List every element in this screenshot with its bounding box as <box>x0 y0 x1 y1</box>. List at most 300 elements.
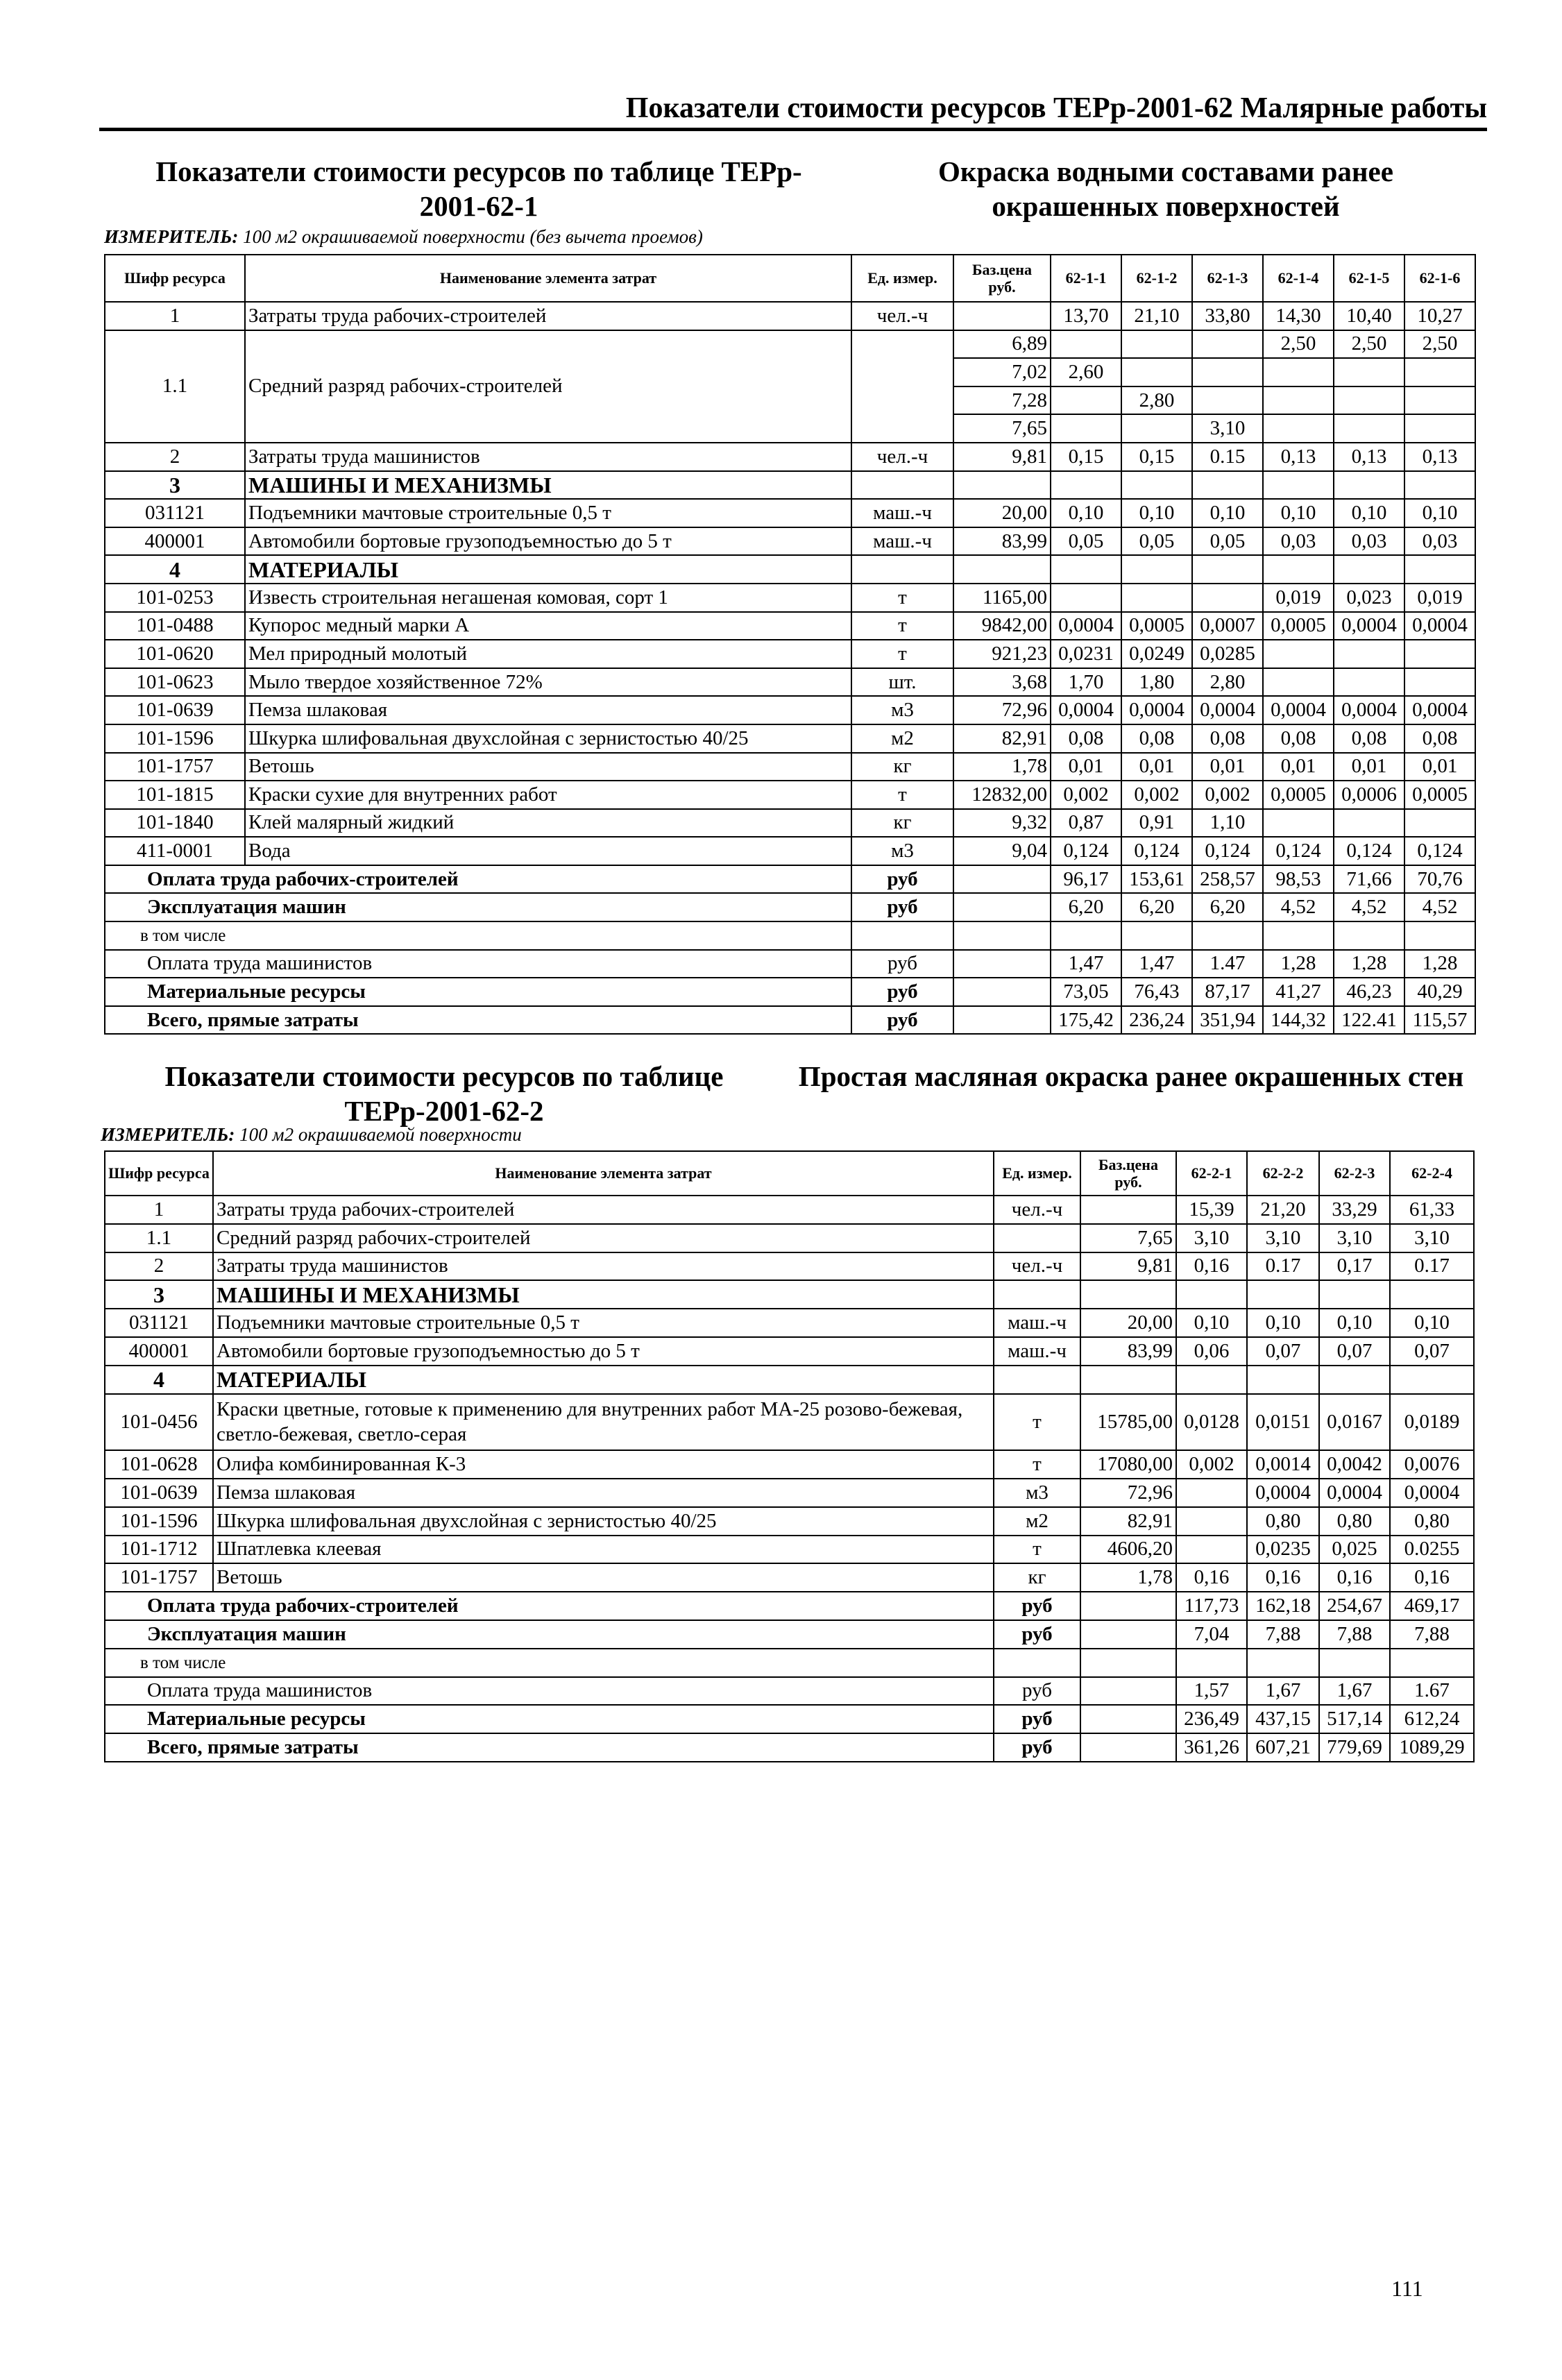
resource-name: Краски сухие для внутренних работ <box>245 781 851 809</box>
summary-label: Оплата труда машинистов <box>105 1677 994 1706</box>
value-cell: 7,88 <box>1319 1620 1390 1649</box>
value-cell <box>1176 1479 1247 1507</box>
value-cell: 3,10 <box>1176 1224 1247 1252</box>
column-header: Шифр ресурса <box>105 1151 213 1196</box>
value-cell: 117,73 <box>1176 1592 1247 1620</box>
unit: кг <box>851 753 953 781</box>
value-cell: 0,002 <box>1176 1450 1247 1479</box>
value-cell: 0,08 <box>1121 724 1192 753</box>
value-cell: 0.17 <box>1247 1252 1319 1281</box>
value-cell: 351,94 <box>1192 1006 1263 1035</box>
base-price: 7,28 <box>953 386 1051 415</box>
resource-code: 2 <box>105 443 245 471</box>
table-row <box>105 837 1475 865</box>
unit: маш.-ч <box>851 499 953 527</box>
value-cell: 6,20 <box>1051 893 1121 921</box>
value-cell: 46,23 <box>1334 978 1404 1006</box>
value-cell: 61,33 <box>1390 1196 1474 1224</box>
value-cell: 153,61 <box>1121 865 1192 894</box>
value-cell: 0,0042 <box>1319 1450 1390 1479</box>
base-price: 9,81 <box>1080 1252 1176 1281</box>
value-cell: 2,80 <box>1192 668 1263 697</box>
resource-code: 101-0488 <box>105 612 245 640</box>
resource-code: 4 <box>105 1366 213 1394</box>
column-header: Ед. измер. <box>851 255 953 302</box>
empty-cell <box>994 1280 1080 1309</box>
value-cell <box>1404 358 1475 386</box>
resource-name: Автомобили бортовые грузоподъемностью до 5 т <box>213 1337 994 1366</box>
value-cell: 1,28 <box>1263 950 1334 978</box>
table-row <box>105 809 1475 838</box>
value-cell: 0,07 <box>1247 1337 1319 1366</box>
value-cell <box>1404 668 1475 697</box>
unit: чел.-ч <box>994 1252 1080 1281</box>
value-cell: 2,50 <box>1334 330 1404 359</box>
value-cell: 4,52 <box>1404 893 1475 921</box>
table-row <box>105 1536 1474 1564</box>
table1 <box>104 254 1476 1035</box>
empty-cell <box>1192 555 1263 584</box>
value-cell <box>1404 414 1475 443</box>
value-cell: 0,124 <box>1121 837 1192 865</box>
value-cell: 0.0255 <box>1390 1536 1474 1564</box>
summary-row <box>105 1733 1474 1762</box>
table2-subtitle-line1: Простая масляная окраска ранее окрашенных стен <box>798 1060 1464 1092</box>
value-cell: 2,50 <box>1404 330 1475 359</box>
base-price: 20,00 <box>953 499 1051 527</box>
value-cell: 0,10 <box>1334 499 1404 527</box>
unit: руб <box>851 1006 953 1035</box>
summary-row <box>105 1620 1474 1649</box>
value-cell: 6,20 <box>1192 893 1263 921</box>
resource-name: Мел природный молотый <box>245 640 851 668</box>
table-row <box>105 584 1475 612</box>
summary-label: Оплата труда рабочих-строителей <box>105 1592 994 1620</box>
resource-code: 101-0639 <box>105 1479 213 1507</box>
base-price: 82,91 <box>953 724 1051 753</box>
empty-cell <box>1404 471 1475 500</box>
resource-name: Клей малярный жидкий <box>245 809 851 838</box>
value-cell: 0,13 <box>1334 443 1404 471</box>
table-row <box>105 1394 1474 1451</box>
summary-row <box>105 1677 1474 1706</box>
value-cell <box>1121 584 1192 612</box>
value-cell: 0,0189 <box>1390 1394 1474 1451</box>
resource-code: 101-0628 <box>105 1450 213 1479</box>
resource-name: Затраты труда машинистов <box>245 443 851 471</box>
base-price <box>1080 1677 1176 1706</box>
resource-name: Подъемники мачтовые строительные 0,5 т <box>213 1309 994 1337</box>
value-cell: 7,04 <box>1176 1620 1247 1649</box>
unit: чел.-ч <box>851 443 953 471</box>
value-cell: 0,10 <box>1404 499 1475 527</box>
empty-cell <box>1334 555 1404 584</box>
value-cell: 0,10 <box>1390 1309 1474 1337</box>
value-cell: 0,15 <box>1121 443 1192 471</box>
unit: маш.-ч <box>851 527 953 556</box>
column-header-code: 62-1-4 <box>1263 255 1334 302</box>
value-cell: 0,002 <box>1192 781 1263 809</box>
value-cell: 0,05 <box>1121 527 1192 556</box>
value-cell: 1,57 <box>1176 1677 1247 1706</box>
resource-code: 101-1815 <box>105 781 245 809</box>
unit <box>851 330 953 443</box>
resource-name: Вода <box>245 837 851 865</box>
value-cell: 437,15 <box>1247 1705 1319 1733</box>
resource-name: Ветошь <box>245 753 851 781</box>
empty-cell <box>1334 471 1404 500</box>
summary-label: в том числе <box>105 1649 994 1677</box>
value-cell: 0,019 <box>1404 584 1475 612</box>
summary-row <box>105 921 1475 950</box>
table1-measure-label: ИЗМЕРИТЕЛЬ: <box>104 226 239 247</box>
table1-title <box>104 154 854 223</box>
value-cell: 0,10 <box>1051 499 1121 527</box>
value-cell: 4,52 <box>1263 893 1334 921</box>
value-cell: 258,57 <box>1192 865 1263 894</box>
value-cell: 0,124 <box>1334 837 1404 865</box>
value-cell: 0,10 <box>1192 499 1263 527</box>
empty-cell <box>1390 1366 1474 1394</box>
base-price: 3,68 <box>953 668 1051 697</box>
table1-title-line2: 2001-62-1 <box>419 190 538 222</box>
value-cell <box>1176 1649 1247 1677</box>
empty-cell <box>1121 471 1192 500</box>
empty-cell <box>1080 1366 1176 1394</box>
value-cell <box>1121 921 1192 950</box>
value-cell: 0,16 <box>1319 1563 1390 1592</box>
unit: т <box>851 584 953 612</box>
unit: руб <box>994 1733 1080 1762</box>
value-cell <box>1121 358 1192 386</box>
value-cell: 1.47 <box>1192 950 1263 978</box>
unit: м3 <box>994 1479 1080 1507</box>
value-cell: 15,39 <box>1176 1196 1247 1224</box>
value-cell: 0,91 <box>1121 809 1192 838</box>
value-cell: 0,01 <box>1121 753 1192 781</box>
summary-row <box>105 1649 1474 1677</box>
resource-code: 031121 <box>105 1309 213 1337</box>
value-cell <box>1334 809 1404 838</box>
value-cell: 236,49 <box>1176 1705 1247 1733</box>
value-cell: 607,21 <box>1247 1733 1319 1762</box>
resource-code: 4 <box>105 555 245 584</box>
value-cell: 0,0004 <box>1334 612 1404 640</box>
unit: т <box>851 640 953 668</box>
column-header-code: 62-2-4 <box>1390 1151 1474 1196</box>
base-price <box>953 865 1051 894</box>
resource-name: Шкурка шлифовальная двухслойная с зернистостью 40/25 <box>213 1507 994 1536</box>
base-price <box>953 950 1051 978</box>
base-price: 7,02 <box>953 358 1051 386</box>
base-price: 72,96 <box>1080 1479 1176 1507</box>
value-cell: 0,01 <box>1404 753 1475 781</box>
value-cell: 0,03 <box>1404 527 1475 556</box>
value-cell: 1,80 <box>1121 668 1192 697</box>
value-cell: 0,07 <box>1319 1337 1390 1366</box>
value-cell <box>1263 386 1334 415</box>
value-cell: 0,002 <box>1051 781 1121 809</box>
base-price <box>1080 1592 1176 1620</box>
resource-code: 101-0639 <box>105 696 245 724</box>
base-price: 9,04 <box>953 837 1051 865</box>
value-cell: 1,10 <box>1192 809 1263 838</box>
unit: чел.-ч <box>851 302 953 330</box>
empty-cell <box>1247 1280 1319 1309</box>
table2-title <box>104 1059 784 1128</box>
value-cell: 0,01 <box>1334 753 1404 781</box>
value-cell: 0,019 <box>1263 584 1334 612</box>
value-cell: 0,10 <box>1176 1309 1247 1337</box>
unit: руб <box>851 978 953 1006</box>
value-cell: 0,08 <box>1192 724 1263 753</box>
value-cell: 0,10 <box>1263 499 1334 527</box>
value-cell: 21,20 <box>1247 1196 1319 1224</box>
value-cell <box>1247 1649 1319 1677</box>
value-cell: 2,50 <box>1263 330 1334 359</box>
base-price: 83,99 <box>953 527 1051 556</box>
section-title: МАТЕРИАЛЫ <box>213 1366 994 1394</box>
header-rule <box>99 128 1487 131</box>
column-header: Шифр ресурса <box>105 255 245 302</box>
section-row <box>105 1366 1474 1394</box>
value-cell: 1,70 <box>1051 668 1121 697</box>
value-cell <box>1192 921 1263 950</box>
summary-row <box>105 1705 1474 1733</box>
value-cell: 0,0004 <box>1121 696 1192 724</box>
column-header-code: 62-1-1 <box>1051 255 1121 302</box>
resource-code: 101-0456 <box>105 1394 213 1451</box>
empty-cell <box>1263 555 1334 584</box>
table-row <box>105 1196 1474 1224</box>
value-cell <box>1263 640 1334 668</box>
value-cell: 0,0005 <box>1263 612 1334 640</box>
empty-cell <box>1051 555 1121 584</box>
table2-title-line2: ТЕРр-2001-62-2 <box>344 1095 544 1127</box>
unit: кг <box>994 1563 1080 1592</box>
table1-subtitle-line1: Окраска водными составами ранее <box>938 155 1393 187</box>
value-cell: 70,76 <box>1404 865 1475 894</box>
empty-cell <box>1404 555 1475 584</box>
resource-code: 101-0253 <box>105 584 245 612</box>
value-cell <box>1263 414 1334 443</box>
table-row <box>105 1309 1474 1337</box>
resource-name: Известь строительная негашеная комовая, сорт 1 <box>245 584 851 612</box>
column-header: Баз.цена руб. <box>953 255 1051 302</box>
value-cell <box>1319 1649 1390 1677</box>
value-cell: 122.41 <box>1334 1006 1404 1035</box>
value-cell: 1089,29 <box>1390 1733 1474 1762</box>
value-cell: 0,002 <box>1121 781 1192 809</box>
resource-code: 101-1712 <box>105 1536 213 1564</box>
header-row <box>105 1151 1474 1196</box>
empty-cell <box>1121 555 1192 584</box>
resource-code: 400001 <box>105 527 245 556</box>
value-cell: 236,24 <box>1121 1006 1192 1035</box>
value-cell: 7,88 <box>1390 1620 1474 1649</box>
base-price <box>1080 1196 1176 1224</box>
resource-name: Шкурка шлифовальная двухслойная с зернистостью 40/25 <box>245 724 851 753</box>
resource-name: Затраты труда рабочих-строителей <box>245 302 851 330</box>
empty-cell <box>1176 1366 1247 1394</box>
base-price <box>1080 1733 1176 1762</box>
value-cell: 0,16 <box>1176 1563 1247 1592</box>
resource-code: 2 <box>105 1252 213 1281</box>
value-cell: 33,80 <box>1192 302 1263 330</box>
summary-label: Эксплуатация машин <box>105 893 851 921</box>
value-cell: 0,16 <box>1390 1563 1474 1592</box>
resource-code: 3 <box>105 1280 213 1309</box>
column-header-code: 62-2-3 <box>1319 1151 1390 1196</box>
unit: руб <box>851 950 953 978</box>
resource-code: 411-0001 <box>105 837 245 865</box>
unit: м3 <box>851 696 953 724</box>
value-cell: 0,03 <box>1263 527 1334 556</box>
empty-cell <box>1319 1366 1390 1394</box>
summary-row <box>105 978 1475 1006</box>
empty-cell <box>851 471 953 500</box>
resource-code: 1 <box>105 302 245 330</box>
summary-label: Материальные ресурсы <box>105 978 851 1006</box>
value-cell <box>1263 668 1334 697</box>
value-cell: 1,28 <box>1334 950 1404 978</box>
empty-cell <box>1051 471 1121 500</box>
unit: руб <box>994 1592 1080 1620</box>
empty-cell <box>1263 471 1334 500</box>
section-row <box>105 1280 1474 1309</box>
column-header-code: 62-2-2 <box>1247 1151 1319 1196</box>
value-cell <box>1334 668 1404 697</box>
section-title: МАШИНЫ И МЕХАНИЗМЫ <box>213 1280 994 1309</box>
resource-name: Пемза шлаковая <box>245 696 851 724</box>
value-cell: 175,42 <box>1051 1006 1121 1035</box>
base-price: 82,91 <box>1080 1507 1176 1536</box>
table1-measure <box>104 226 703 248</box>
resource-name: Мыло твердое хозяйственное 72% <box>245 668 851 697</box>
resource-name: Шпатлевка клеевая <box>213 1536 994 1564</box>
value-cell: 40,29 <box>1404 978 1475 1006</box>
table2-title-line1: Показатели стоимости ресурсов по таблице <box>164 1060 724 1092</box>
resource-code: 400001 <box>105 1337 213 1366</box>
value-cell: 1,67 <box>1247 1677 1319 1706</box>
value-cell <box>1334 921 1404 950</box>
base-price <box>953 978 1051 1006</box>
value-cell: 1,28 <box>1404 950 1475 978</box>
value-cell: 96,17 <box>1051 865 1121 894</box>
unit: т <box>994 1394 1080 1451</box>
value-cell <box>1334 358 1404 386</box>
table-row <box>105 443 1475 471</box>
value-cell: 1,47 <box>1121 950 1192 978</box>
value-cell <box>1176 1536 1247 1564</box>
column-header-code: 62-1-5 <box>1334 255 1404 302</box>
base-price: 15785,00 <box>1080 1394 1176 1451</box>
value-cell <box>1390 1649 1474 1677</box>
value-cell: 0,0005 <box>1121 612 1192 640</box>
value-cell: 0,01 <box>1192 753 1263 781</box>
column-header-code: 62-1-6 <box>1404 255 1475 302</box>
base-price <box>953 302 1051 330</box>
resource-code: 101-1757 <box>105 753 245 781</box>
base-price: 921,23 <box>953 640 1051 668</box>
value-cell: 0.17 <box>1390 1252 1474 1281</box>
table-row <box>105 1224 1474 1252</box>
value-cell <box>1334 414 1404 443</box>
value-cell: 76,43 <box>1121 978 1192 1006</box>
summary-row <box>105 1006 1475 1035</box>
value-cell <box>1404 386 1475 415</box>
value-cell: 162,18 <box>1247 1592 1319 1620</box>
table-row <box>105 330 1475 359</box>
table2-measure-text: 100 м2 окрашиваемой поверхности <box>239 1124 522 1145</box>
value-cell: 3,10 <box>1247 1224 1319 1252</box>
value-cell: 0,01 <box>1051 753 1121 781</box>
value-cell: 115,57 <box>1404 1006 1475 1035</box>
table-row <box>105 527 1475 556</box>
unit: руб <box>851 893 953 921</box>
base-price: 9842,00 <box>953 612 1051 640</box>
value-cell <box>1192 358 1263 386</box>
unit: руб <box>994 1677 1080 1706</box>
table-row <box>105 1563 1474 1592</box>
base-price <box>953 893 1051 921</box>
empty-cell <box>953 555 1051 584</box>
value-cell: 0,08 <box>1404 724 1475 753</box>
table-row <box>105 612 1475 640</box>
empty-cell <box>994 1366 1080 1394</box>
table-row <box>105 640 1475 668</box>
resource-name: Подъемники мачтовые строительные 0,5 т <box>245 499 851 527</box>
value-cell: 2,80 <box>1121 386 1192 415</box>
value-cell: 0,124 <box>1263 837 1334 865</box>
empty-cell <box>1080 1280 1176 1309</box>
value-cell: 469,17 <box>1390 1592 1474 1620</box>
value-cell <box>1263 921 1334 950</box>
value-cell: 3,10 <box>1192 414 1263 443</box>
column-header: Наименование элемента затрат <box>245 255 851 302</box>
value-cell: 0,03 <box>1334 527 1404 556</box>
value-cell: 0,80 <box>1247 1507 1319 1536</box>
value-cell: 33,29 <box>1319 1196 1390 1224</box>
value-cell: 0,05 <box>1192 527 1263 556</box>
value-cell: 0,87 <box>1051 809 1121 838</box>
value-cell <box>1051 330 1121 359</box>
value-cell: 0,0231 <box>1051 640 1121 668</box>
value-cell: 98,53 <box>1263 865 1334 894</box>
table-row <box>105 1450 1474 1479</box>
table-row <box>105 1507 1474 1536</box>
value-cell: 0,05 <box>1051 527 1121 556</box>
empty-cell <box>1247 1366 1319 1394</box>
value-cell: 13,70 <box>1051 302 1121 330</box>
resource-code: 101-1596 <box>105 724 245 753</box>
summary-label: Оплата труда рабочих-строителей <box>105 865 851 894</box>
resource-code: 1.1 <box>105 1224 213 1252</box>
value-cell: 73,05 <box>1051 978 1121 1006</box>
base-price: 6,89 <box>953 330 1051 359</box>
unit: м2 <box>994 1507 1080 1536</box>
value-cell: 3,10 <box>1390 1224 1474 1252</box>
value-cell: 0,0014 <box>1247 1450 1319 1479</box>
value-cell: 0,0004 <box>1334 696 1404 724</box>
page-number: 111 <box>1391 2276 1423 2301</box>
value-cell: 0,0249 <box>1121 640 1192 668</box>
value-cell <box>1176 1507 1247 1536</box>
value-cell: 0,13 <box>1263 443 1334 471</box>
resource-name: Краски цветные, готовые к применению для внутренних работ МА-25 розово-бежевая, светло-бежевая, светло-серая <box>213 1394 994 1451</box>
value-cell <box>1192 584 1263 612</box>
value-cell: 0,0151 <box>1247 1394 1319 1451</box>
